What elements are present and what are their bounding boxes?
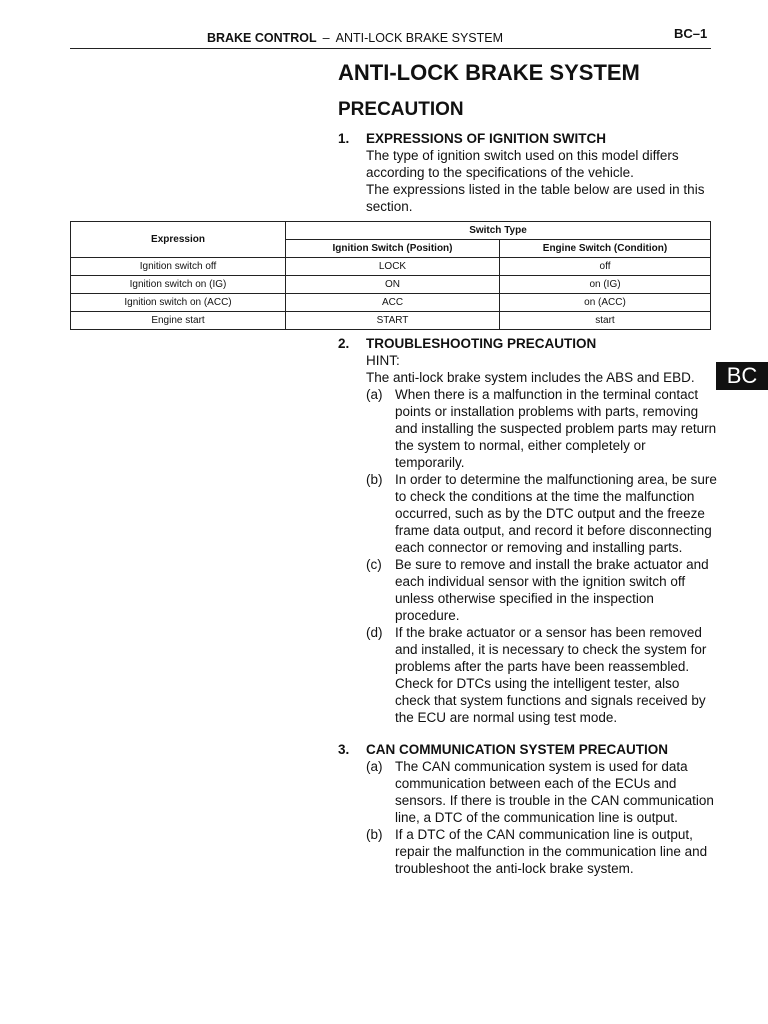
list-item xyxy=(366,471,718,556)
list-item-text: Be sure to remove and install the brake actuator and each individual sensor with the ignition switch off unless otherwise specified in the inspection procedure. xyxy=(395,557,709,623)
header-separator: – xyxy=(322,31,330,45)
header-section-bold: BRAKE CONTROL xyxy=(206,31,317,45)
switch-expression-table xyxy=(70,221,711,330)
table-row xyxy=(71,258,711,276)
cell-expression: Ignition switch off xyxy=(71,258,286,276)
section-tab-bc: BC xyxy=(716,362,768,390)
section-2-number: 2. xyxy=(338,336,350,351)
section-3 xyxy=(338,741,718,877)
table-header-switch-type: Switch Type xyxy=(286,222,711,240)
section-3-heading: CAN COMMUNICATION SYSTEM PRECAUTION xyxy=(366,742,668,757)
list-item-label: (a) xyxy=(366,387,383,402)
section-2 xyxy=(338,335,718,726)
cell-engine: off xyxy=(500,258,711,276)
list-item-label: (b) xyxy=(366,827,383,842)
list-item-label: (c) xyxy=(366,557,382,572)
header-rule xyxy=(70,48,711,49)
table-row xyxy=(71,294,711,312)
cell-engine: on (ACC) xyxy=(500,294,711,312)
list-item xyxy=(366,386,718,471)
list-item xyxy=(366,624,718,726)
section-2-hint: HINT: xyxy=(366,353,400,368)
cell-expression: Ignition switch on (IG) xyxy=(71,276,286,294)
section-2-heading: TROUBLESHOOTING PRECAUTION xyxy=(366,336,597,351)
cell-ignition: ACC xyxy=(286,294,500,312)
table-header-expression: Expression xyxy=(71,222,286,258)
cell-expression: Engine start xyxy=(71,312,286,330)
cell-engine: start xyxy=(500,312,711,330)
section-1-number: 1. xyxy=(338,131,350,146)
list-item xyxy=(366,556,718,624)
list-item-text: In order to determine the malfunctioning area, be sure to check the conditions at the time the malfunction occurred, such as by the DTC output and the freeze frame data output, and record it before disconnecting each connector or removing and installing parts. xyxy=(395,472,717,555)
list-item-text: The CAN communication system is used for data communication between each of the ECUs and sensors. If there is trouble in the CAN communication line, a DTC of the communication line is output. xyxy=(395,759,714,825)
section-1-heading: EXPRESSIONS OF IGNITION SWITCH xyxy=(366,131,607,146)
section-1-para-2: The expressions listed in the table below are used in this section. xyxy=(366,182,705,214)
table-header-ignition: Ignition Switch (Position) xyxy=(286,240,500,258)
list-item-label: (a) xyxy=(366,759,383,774)
header-section-rest: ANTI-LOCK BRAKE SYSTEM xyxy=(335,31,504,45)
list-item-label: (d) xyxy=(366,625,383,640)
cell-ignition: START xyxy=(286,312,500,330)
list-item-label: (b) xyxy=(366,472,383,487)
cell-ignition: ON xyxy=(286,276,500,294)
list-item-text: If the brake actuator or a sensor has been removed and installed, it is necessary to check the system for problems after the parts have been reassembled. Check for DTCs using the intelligent tester, also check that system functions and signals received by the ECU are normal using test mode. xyxy=(395,625,707,725)
table-header-engine: Engine Switch (Condition) xyxy=(500,240,711,258)
section-3-number: 3. xyxy=(338,742,350,757)
section-2-intro: The anti-lock brake system includes the ABS and EBD. xyxy=(366,370,695,385)
cell-ignition: LOCK xyxy=(286,258,500,276)
list-item xyxy=(366,826,718,877)
page-subtitle: PRECAUTION xyxy=(338,99,464,120)
running-header xyxy=(70,31,640,45)
list-item xyxy=(366,758,718,826)
table-header-row xyxy=(71,222,711,240)
cell-expression: Ignition switch on (ACC) xyxy=(71,294,286,312)
page-title: ANTI-LOCK BRAKE SYSTEM xyxy=(338,60,640,85)
table-row xyxy=(71,276,711,294)
list-item-text: If a DTC of the CAN communication line is output, repair the malfunction in the communication line and troubleshoot the anti-lock brake system. xyxy=(395,827,708,876)
cell-engine: on (IG) xyxy=(500,276,711,294)
page-number: BC–1 xyxy=(674,26,708,41)
section-1-para-1: The type of ignition switch used on this model differs according to the specifications of the vehicle. xyxy=(366,148,679,180)
list-item-text: When there is a malfunction in the terminal contact points or installation problems with parts, removing and installing the suspected problem parts may return the system to normal, either completely or temporarily. xyxy=(395,387,717,470)
section-1 xyxy=(338,130,718,215)
table-row xyxy=(71,312,711,330)
